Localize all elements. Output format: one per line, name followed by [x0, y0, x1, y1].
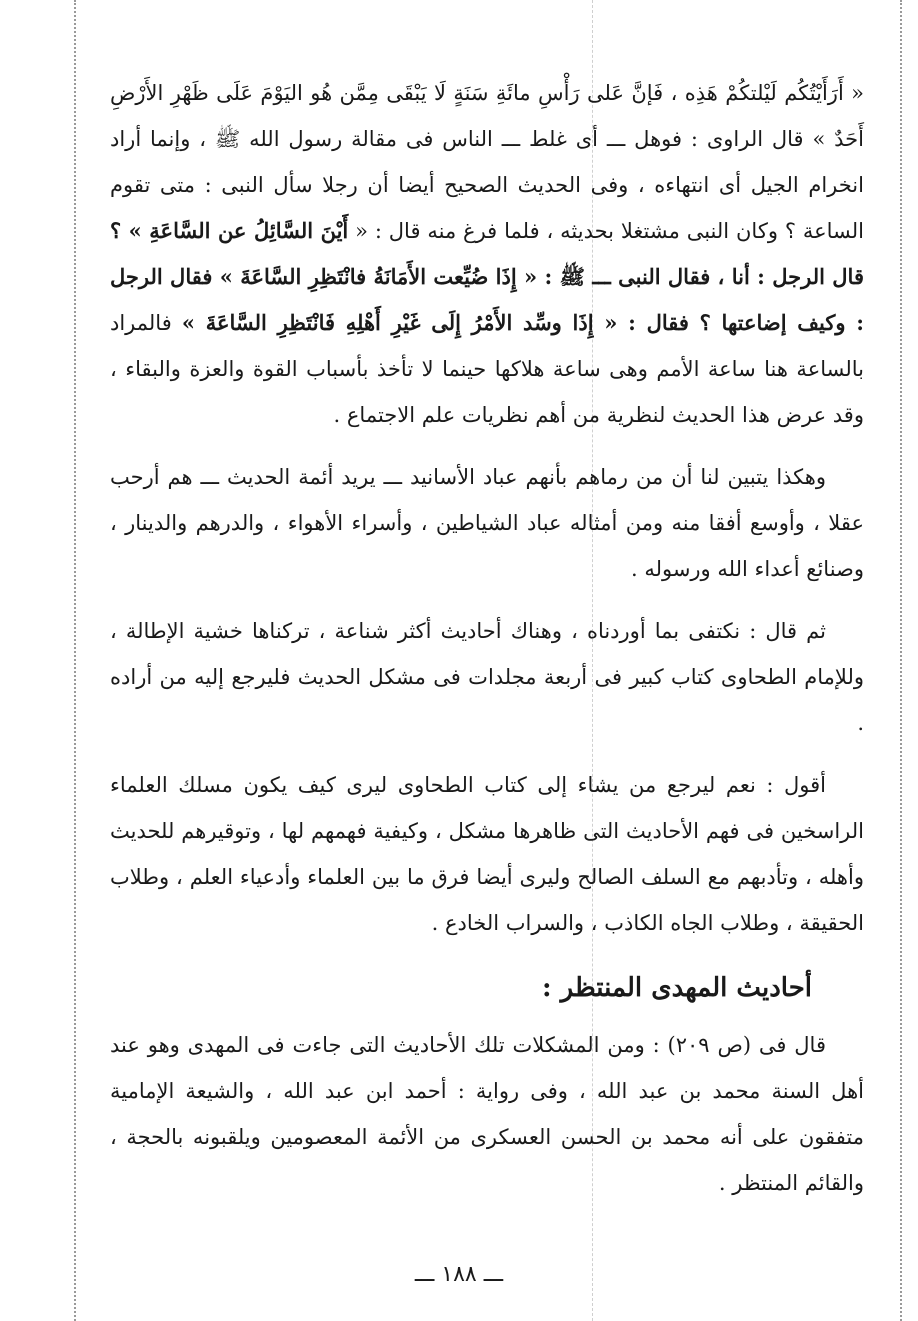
- section-heading-mahdi: أحاديث المهدى المنتظر :: [541, 973, 812, 1003]
- paragraph-hadith-sa3a: [110, 70, 864, 438]
- para1-part1: « أَرَأَيْتُكُم لَيْلتكُمْ هَذِه ، فَإنَّ عَلى رَأْسِ مائَةِ سَنَةٍ لَا يَبْقَى مِمَّن هُو اليَوْمَ عَلَى ظَهْرِ الأَرْضِ أَحَدٌ » قال الراوى : فوهل ـــ أى غلط ـــ الناس فى مقالة رسول الله ﷺ ، وإنما أراد انخرام الجيل أى انتهاءه ، وفى الحديث الصحيح أيضا أن رجلا سأل النبى : متى تقوم الساعة ؟ وكان النبى مشتغلا بحديثه ، فلما فرغ منه قال : «: [110, 81, 864, 243]
- body-text: [110, 70, 864, 1206]
- para3-text: ثم قال : نكتفى بما أوردناه ، وهناك أحاديث أكثر شناعة ، تركناها خشية الإطالة ، وللإمام الطحاوى كتاب كبير فى أربعة مجلدات فى مشكل الحديث فليرجع إليه من أراده .: [110, 619, 864, 735]
- para4-text: أقول : نعم ليرجع من يشاء إلى كتاب الطحاوى ليرى كيف يكون مسلك العلماء الراسخين فى فهم الأحاديث التى ظاهرها مشكل ، وكيفية فهمهم لها ، وتوقيرهم للحديث وأهله ، وتأدبهم مع السلف الصالح وليرى أيضا فرق ما بين العلماء وأدعياء العلم ، وطلاب الحقيقة ، وطلاب الجاه الكاذب ، والسراب الخادع .: [110, 773, 864, 935]
- right-binding-dots: [900, 0, 902, 1321]
- left-binding-dots: [74, 0, 76, 1321]
- paragraph-tahawi: [110, 608, 864, 746]
- paragraph-aqul: [110, 762, 864, 946]
- para1-part2-bold: أَيْنَ السَّائِلُ عن السَّاعَةِ » ؟ قال الرجل : أنا ، فقال النبى ـــ ﷺ : « إِذَا ضُيِّعت الأَمَانَةُ فانْتَظِرِ السَّاعَةَ » فقال الرجل : وكيف إضاعتها ؟ فقال : « إِذَا وسِّد الأَمْرُ إِلَى غَيْرِ أَهْلِهِ فَانْتَظِرِ السَّاعَةَ »: [110, 218, 864, 335]
- para1-part3: فالمراد بالساعة هنا ساعة الأمم وهى ساعة هلاكها حينما لا تأخذ بأسباب القوة والعزة والبقاء ، وقد عرض هذا الحديث لنظرية من أهم نظريات علم الاجتماع .: [110, 311, 864, 427]
- paragraph-mahdi: قال فى (ص ٢٠٩) : ومن المشكلات تلك الأحاديث التى جاءت فى المهدى وهو عند أهل السنة محمد بن عبد الله ، وفى رواية : أحمد ابن عبد الله ، والشيعة الإمامية متفقون على أنه محمد بن الحسن العسكرى من الأئمة المعصومين ويلقبونه بالحجة ، والقائم المنتظر .: [110, 1033, 864, 1195]
- page-number: ـــ ١٨٨ ـــ: [414, 1262, 504, 1287]
- paragraph-ahl-hadith: [110, 454, 864, 592]
- para2-text: وهكذا يتبين لنا أن من رماهم بأنهم عباد الأسانيد ـــ يريد أئمة الحديث ـــ هم أرحب عقلا ، وأوسع أفقا منه ومن أمثاله عباد الشياطين ، وأسراء الأهواء ، والدرهم والدينار ، وصنائع أعداء الله ورسوله .: [110, 465, 864, 581]
